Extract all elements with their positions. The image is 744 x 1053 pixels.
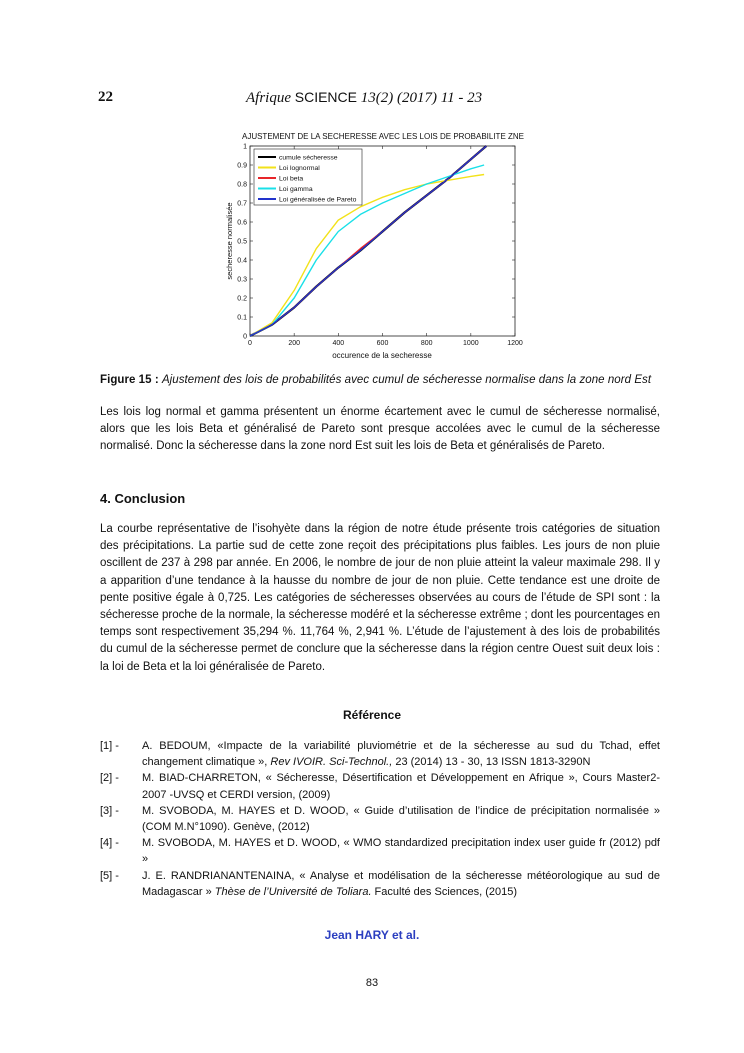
reference-item — [100, 835, 660, 867]
paragraph-1: Les lois log normal et gamma présentent un énorme écartement avec le cumul de sécheresse normalisé, alors que les lois Beta et généralisé de Pareto sont presque accolées avec le cumul de la sécheresse normalisé. Donc la sécheresse dans la zone nord Est suit les lois de Beta et généralisés de Pareto. — [100, 406, 660, 453]
reference-number: [4] - — [100, 837, 119, 850]
y-tick-label: 0.1 — [237, 314, 247, 322]
x-tick-label: 200 — [288, 340, 301, 347]
legend-entry: Loi lognormal — [279, 165, 320, 172]
legend-entry: cumule sécheresse — [279, 154, 338, 162]
y-tick-label: 0.6 — [237, 219, 247, 227]
legend-entry: Loi gamma — [279, 186, 313, 193]
reference-item — [100, 868, 660, 900]
reference-text: A. BEDOUM, «Impacte de la variabilité pluviométrie et de la sécheresse au sud du Tchad, effet changement climatique », Rev IVOIR. Sci-Technol., 23 (2014) 13 - 30, 13 ISSN 1813-3290N — [142, 740, 660, 769]
reference-item — [100, 803, 660, 835]
y-tick-label: 1 — [243, 143, 247, 151]
y-tick-label: 0.5 — [237, 238, 247, 246]
legend-entry: Loi beta — [279, 175, 304, 183]
journal-name: SCIENCE — [294, 89, 357, 105]
conclusion-text: La courbe représentative de l’isohyète dans la région de notre étude présente trois catégories de situation des précipitations. La partie sud de cette zone reçoit des précipitations plus faibles. Les jours de non pluie oscillent de 237 à 298 par année. En 2006, le nombre de jour de non pluie atteint la valeur maximale 298. Il y a apparition d’une tendance à la hausse du nombre de jour de non pluie. Cette tendance est une droite de pente positive égale à 0,725. Les catégories de sécheresses observées au cours de l’étude de SPI sont : la sécheresse proche de la normale, la sécheresse modéré et la sécheresse extrême ; dont les pourcentages en temps sont respectivement 35,294 %. 11,764 %, 2,941 %. L’étude de l’ajustement à des lois de probabilités du cumul de la sécheresse permet de conclure que la sécheresse dans la région centre Ouest suit deux lois : la loi de Beta et la loi généralisée de Pareto. — [100, 523, 660, 673]
reference-list — [100, 738, 660, 900]
reference-number: [1] - — [100, 740, 119, 752]
author-footer: Jean HARY et al. — [324, 928, 420, 942]
reference-text: M. BIAD-CHARRETON, « Sécheresse, Désertification et Développement en Afrique », Cours Master2-2007 -UVSQ et CERDI version, (2009) — [142, 772, 660, 801]
reference-text: M. SVOBODA, M. HAYES et D. WOOD, « WMO standardized precipitation index user guide fr (2012) pdf » — [142, 837, 660, 866]
chart-title: AJUSTEMENT DE LA SECHERESSE AVEC LES LOIS DE PROBABILITE ZNE — [241, 132, 525, 141]
figure-caption-text: Ajustement des lois de probabilités avec cumul de sécheresse normalise dans la zone nord Est — [161, 374, 652, 386]
y-tick-label: 0.8 — [237, 181, 247, 189]
y-tick-label: 0 — [243, 333, 247, 341]
y-tick-label: 0.4 — [237, 257, 247, 265]
x-tick-label: 1200 — [507, 340, 523, 347]
journal-issue: 13(2) (2017) 11 - 23 — [360, 90, 483, 106]
y-tick-label: 0.9 — [237, 162, 247, 170]
x-tick-label: 0 — [248, 340, 252, 347]
distribution-fit-chart — [218, 128, 538, 366]
reference-item — [100, 738, 660, 770]
reference-text: M. SVOBODA, M. HAYES et D. WOOD, « Guide d’utilisation de l’indice de précipitation normalisée » (COM M.N°1090). Genève, (2012) — [142, 804, 660, 834]
y-tick-label: 0.3 — [237, 276, 247, 284]
figure-label: Figure 15 : — [100, 374, 159, 386]
x-tick-label: 600 — [376, 340, 389, 347]
reference-number: [2] - — [100, 772, 119, 785]
figure-caption — [100, 374, 651, 386]
legend-entry: Loi généralisée de Pareto — [279, 196, 357, 204]
x-tick-label: 400 — [332, 340, 345, 347]
chart-legend — [254, 149, 362, 205]
page-number-header: 22 — [98, 89, 113, 105]
x-tick-label: 1000 — [463, 340, 479, 347]
reference-item — [100, 770, 660, 802]
y-tick-label: 0.2 — [237, 295, 247, 303]
journal-header — [246, 89, 482, 107]
reference-text: J. E. RANDRIANANTENAINA, « Analyse et modélisation de la sécheresse météorologique au sud de Madagascar » Thèse de l’Université de Toliara. Faculté des Sciences, (2015) — [142, 869, 660, 898]
references-title: Référence — [342, 708, 402, 722]
y-axis-label: secheresse normalisée — [225, 202, 234, 280]
journal-script: Afrique — [246, 90, 291, 106]
x-axis-label: occurence de la secheresse — [332, 351, 432, 360]
y-tick-label: 0.7 — [237, 200, 247, 208]
conclusion-title: 4. Conclusion — [100, 491, 186, 506]
x-tick-label: 800 — [420, 340, 433, 347]
reference-number: [5] - — [100, 869, 119, 882]
page-number-footer: 83 — [365, 977, 379, 989]
reference-number: [3] - — [100, 804, 119, 817]
